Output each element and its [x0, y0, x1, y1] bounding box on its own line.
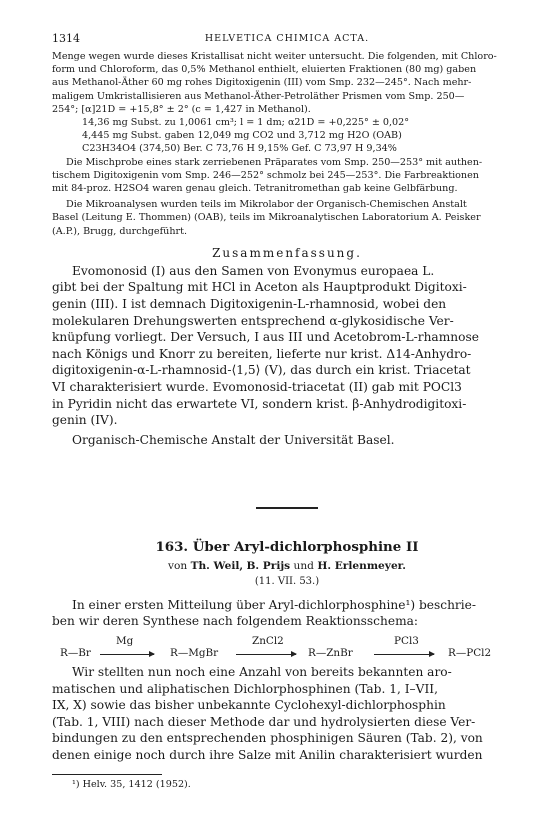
text-line: Evomonosid (I) aus den Samen von Evonymus europaea L. — [72, 263, 435, 278]
footnote-rule — [52, 774, 162, 775]
scheme-reagent: PCl3 — [394, 634, 419, 647]
scheme-species: R—ZnBr — [308, 646, 353, 659]
section-divider — [256, 507, 318, 509]
text-line: genin (III). I ist demnach Digitoxigenin-L-rhamnosid, wobei den — [52, 297, 447, 312]
text-line: Basel (Leitung E. Thommen) (OAB), teils im Mikroanalytischen Laboratorium A. Peisker — [52, 212, 481, 224]
main-body-text — [52, 664, 522, 764]
text-line: 254°; [α]21D = +15,8° ± 2° (c = 1,427 in Methanol). — [52, 103, 311, 115]
article-authors — [52, 560, 522, 572]
microanalysis-paragraph — [52, 198, 522, 238]
authors-and: und — [293, 559, 314, 572]
scheme-species: R—Br — [60, 646, 91, 659]
intro-text — [52, 597, 522, 630]
text-line: (Tab. 1, VIII) nach dieser Methode dar und hydrolysierten diese Ver- — [52, 714, 476, 729]
text-line: gibt bei der Spaltung mit HCl in Aceton als Hauptprodukt Digitoxi- — [52, 280, 467, 295]
authors-prefix: von — [168, 559, 188, 572]
text-line: Die Mischprobe eines stark zerriebenen Präparates vom Smp. 250—253° mit authen- — [66, 156, 483, 168]
analysis-data — [52, 116, 522, 156]
text-line: (A.P.), Brugg, durchgeführt. — [52, 225, 187, 237]
data-line: C23H34O4 (374,50) Ber. C 73,76 H 9,15% Gef. C 73,97 H 9,34% — [82, 143, 397, 155]
text-line: bindungen zu den entsprechenden phosphinigen Säuren (Tab. 2), von — [52, 731, 483, 746]
scheme-species: R—MgBr — [170, 646, 219, 659]
text-line: Die Mikroanalysen wurden teils im Mikrolabor der Organisch-Chemischen Anstalt — [66, 199, 467, 211]
text-line: digitoxigenin-α-L-rhamnosid-⟨1,5⟩ (V), das durch ein krist. Triacetat — [52, 363, 471, 378]
institution-line: Organisch-Chemische Anstalt der Universität Basel. — [72, 432, 395, 447]
scheme-species: R—PCl2 — [448, 646, 492, 659]
text-line: maligem Umkristallisieren aus Methanol-Äther-Petroläther Prismen vom Smp. 250— — [52, 90, 465, 102]
mixed-melting-paragraph — [52, 156, 522, 196]
page-number: 1314 — [52, 32, 80, 45]
journal-title: HELVETICA CHIMICA ACTA. — [204, 33, 370, 44]
text-line: mit 84-proz. H2SO4 waren genau gleich. Tetranitromethan gab keine Gelbfärbung. — [52, 183, 458, 195]
text-line: molekularen Drehungswerten entsprechend α-glykosidische Ver- — [52, 313, 454, 328]
text-line: Menge wegen wurde dieses Kristallisat nicht weiter untersucht. Die folgenden, mit Chloro- — [52, 51, 497, 62]
author-name: Th. Weil, — [190, 559, 244, 572]
received-date: (11. VII. 53.) — [254, 575, 320, 587]
running-header — [52, 32, 522, 50]
summary-text — [52, 263, 522, 429]
text-line: nach Königs und Knorr zu bereiten, lieferte nur krist. Δ14-Anhydro- — [52, 346, 472, 361]
text-line: aus Methanol-Äther 60 mg rohes Digitoxigenin (III) vom Smp. 232—245°. Nach mehr- — [52, 77, 472, 89]
text-line: In einer ersten Mitteilung über Aryl-dichlorphosphine¹) beschrie- — [72, 597, 476, 612]
author-name: B. Prijs — [246, 559, 291, 572]
author-name: H. Erlenmeyer. — [317, 559, 406, 572]
reaction-arrow — [100, 654, 154, 655]
text-line: ben wir deren Synthese nach folgendem Reaktionsschema: — [52, 614, 418, 629]
text-line: genin (IV). — [52, 413, 118, 428]
experimental-paragraph — [52, 50, 522, 116]
text-line: in Pyridin nicht das erwartete VI, sondern krist. β-Anhydrodigitoxi- — [52, 396, 467, 411]
data-line: 4,445 mg Subst. gaben 12,049 mg CO2 und 3,712 mg H2O (OAB) — [82, 130, 402, 142]
reaction-scheme — [52, 632, 522, 664]
scheme-reagent: ZnCl2 — [252, 634, 284, 647]
paper-page — [52, 32, 522, 790]
summary-heading: Zusammenfassung. — [212, 245, 362, 260]
reaction-arrow — [374, 654, 434, 655]
text-line: denen einige noch durch ihre Salze mit Anilin charakterisiert wurden — [52, 747, 483, 762]
data-line: 14,36 mg Subst. zu 1,0061 cm³; l = 1 dm; α21D = +0,225° ± 0,02° — [82, 117, 410, 129]
article-title: 163. Über Aryl-dichlorphosphine II — [155, 538, 419, 555]
scheme-reagent: Mg — [116, 634, 134, 647]
reaction-arrow — [236, 654, 296, 655]
text-line: knüpfung vorliegt. Der Versuch, I aus III und Acetobrom-L-rhamnose — [52, 330, 479, 345]
text-line: Wir stellten nun noch eine Anzahl von bereits bekannten aro- — [72, 664, 452, 679]
text-line: VI charakterisiert wurde. Evomonosid-triacetat (II) gab mit POCl3 — [52, 380, 462, 394]
footnote: ¹) Helv. 35, 1412 (1952). — [72, 778, 191, 790]
text-line: tischem Digitoxigenin vom Smp. 246—252° schmolz bei 245—253°. Die Farbreaktionen — [52, 169, 479, 181]
text-line: form und Chloroform, das 0,5% Methanol enthielt, eluierten Fraktionen (80 mg) gaben — [52, 64, 477, 76]
text-line: IX, X) sowie das bisher unbekannte Cyclohexyl-dichlorphosphin — [52, 698, 446, 713]
text-line: matischen und aliphatischen Dichlorphosphinen (Tab. 1, I–VII, — [52, 681, 438, 696]
